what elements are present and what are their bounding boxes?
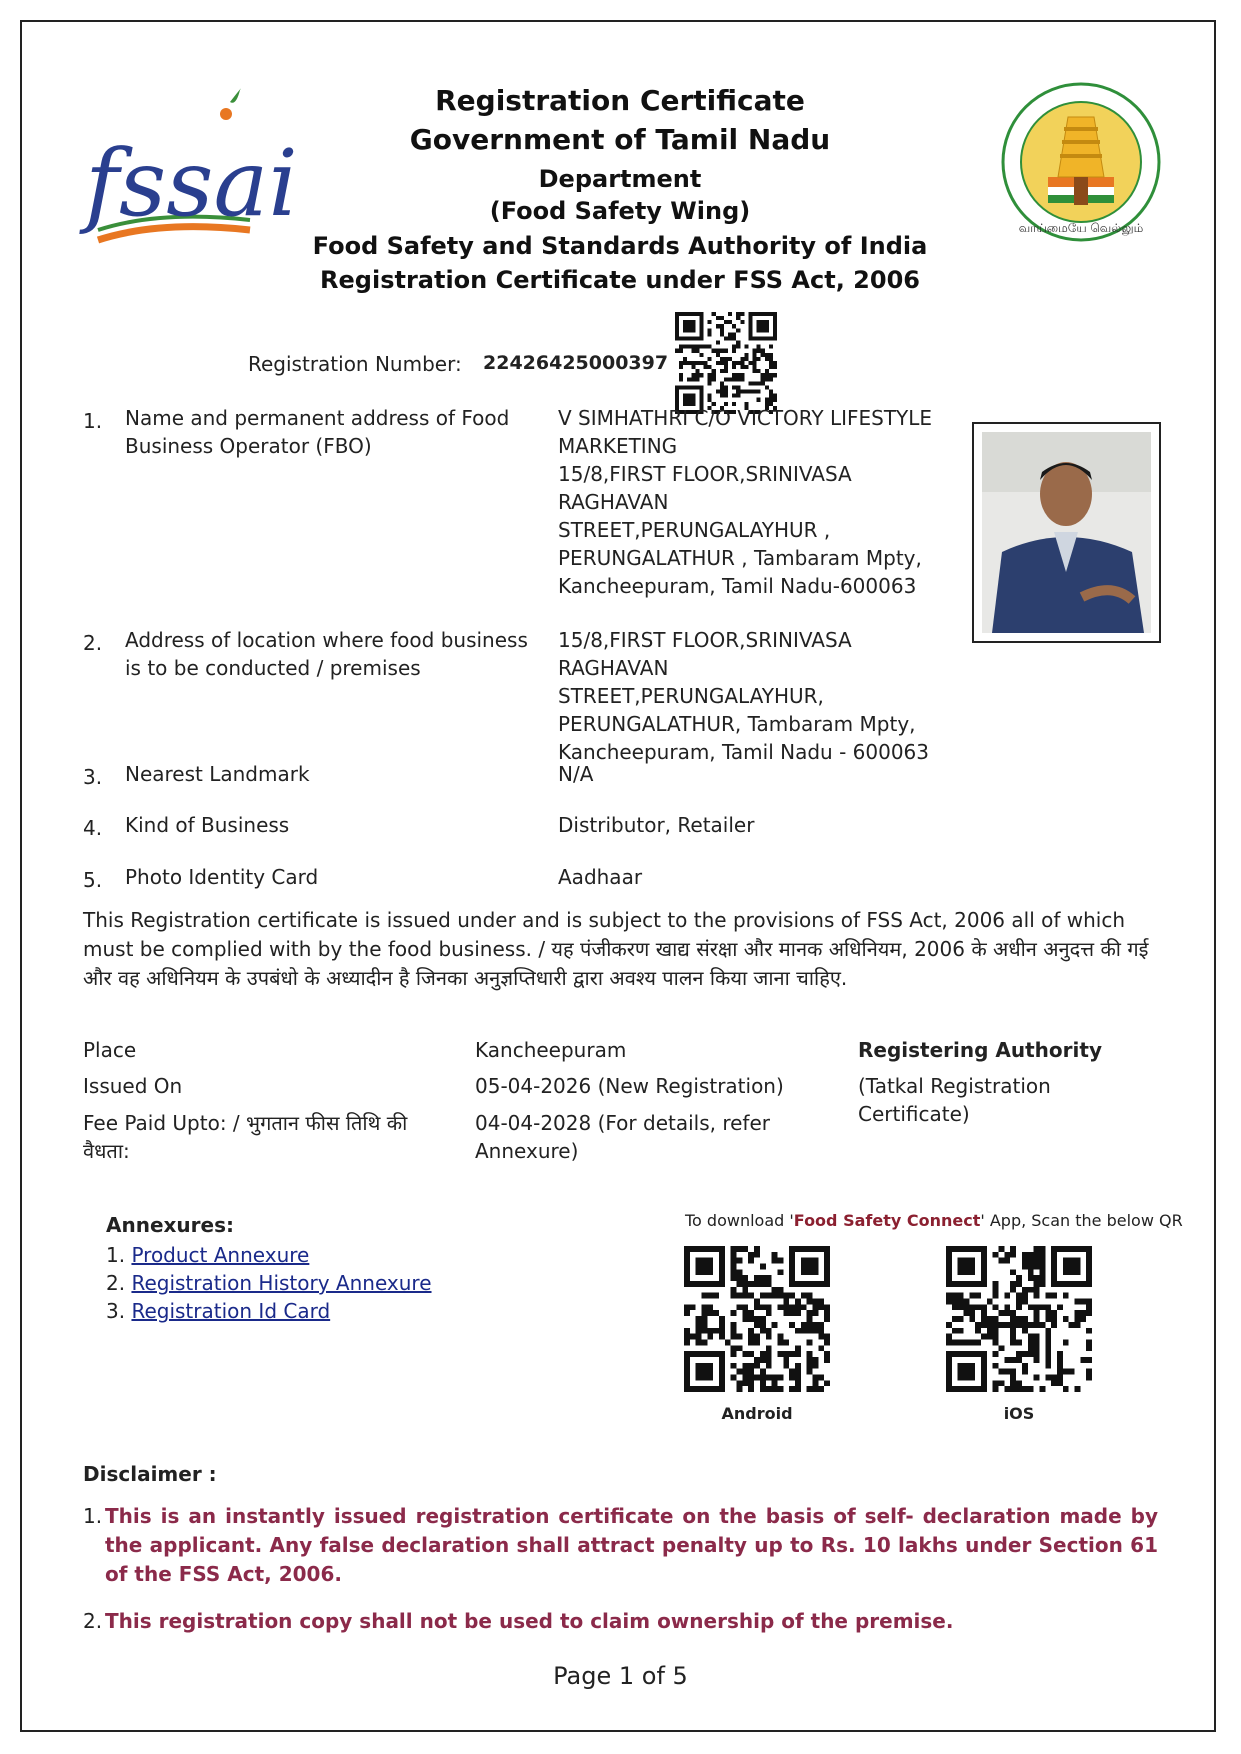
disclaimer-number: 1. [83,1504,103,1528]
download-prefix: To download ' [685,1211,794,1230]
issued-on-value: 05-04-2026 (New Registration) [475,1074,784,1098]
detail-label: Kind of Business [125,813,290,837]
detail-label: Address of location where food business is to be conducted / premises [125,628,528,680]
annexure-number: 2. [106,1271,126,1295]
authority-name: Food Safety and Standards Authority of India [312,232,928,260]
ios-app-qr-code[interactable] [946,1246,1092,1392]
disclaimer-text: This is an instantly issued registration certificate on the basis of self- declaration made by the applicant. Any false declaration shall attract penalty up to Rs. 10 lakhs under Section 61 of the FSS Act, 2006. [105,1504,1158,1586]
fbo-photo [982,432,1151,633]
fssai-logo-text: fssai [85,130,298,237]
value-line: PERUNGALATHUR , Tambaram Mpty, [558,546,922,570]
annexure-item [106,1297,432,1325]
tamil-nadu-emblem [998,82,1165,247]
detail-value: N/A [558,762,594,786]
disclaimer-text: This registration copy shall not be used to claim ownership of the premise. [105,1609,954,1633]
place-value: Kancheepuram [475,1038,627,1062]
issued-on-label: Issued On [83,1074,183,1098]
annexure-number: 3. [106,1299,126,1323]
value-line: STREET,PERUNGALAYHUR , [558,518,831,542]
detail-value [558,626,968,766]
disclaimer-number: 2. [83,1609,103,1633]
fbo-photo-frame [972,422,1161,643]
value-line: STREET,PERUNGALAYHUR, [558,684,824,708]
value-line: 15/8,FIRST FLOOR,SRINIVASA RAGHAVAN [558,628,852,680]
act-title: Registration Certificate under FSS Act, 2006 [320,266,920,294]
annexure-number: 1. [106,1243,126,1267]
registering-authority: Registering Authority [858,1038,1102,1062]
value-line: Kancheepuram, Tamil Nadu - 600063 [558,740,930,764]
page-number: Page 1 of 5 [553,1662,688,1690]
detail-label: Photo Identity Card [125,865,319,889]
detail-number: 1. [83,409,103,433]
place-label: Place [83,1038,137,1062]
value-line: 15/8,FIRST FLOOR,SRINIVASA RAGHAVAN [558,462,852,514]
fee-paid-label: Fee Paid Upto: / भुगतान फीस तिथि की वैधता: [83,1111,408,1163]
authority-note: (Tatkal Registration Certificate) [858,1074,1051,1126]
detail-label: Nearest Landmark [125,762,310,786]
android-label: Android [721,1404,793,1423]
fssai-logo [80,80,298,250]
value-line: Kancheepuram, Tamil Nadu-600063 [558,574,917,598]
annexures-title: Annexures: [106,1213,234,1237]
disclaimer-item-2 [83,1607,1158,1637]
annexures-list [106,1241,432,1325]
certificate-notice: This Registration certificate is issued under and is subject to the provisions of FSS Act, 2006 all of which must be complied with by the food business. / यह पंजीकरण खाद्य संरक्षा और मानक अधिनियम, 2006 के अधीन अनुदत्त की गई और वह अधिनियम के उपबंधो के अध्यादीन है जिनका अनुज्ञप्तिधारी द्वारा अवश्य पालन किया जाना चाहिए. [83,908,1149,990]
detail-number: 3. [83,765,103,789]
value-line: PERUNGALATHUR, Tambaram Mpty, [558,712,916,736]
detail-number: 4. [83,816,103,840]
registration-id-card-link[interactable]: Registration Id Card [131,1299,331,1323]
emblem-motto: வாய்மையே வெல்லும் [1018,221,1144,235]
certificate-title: Registration Certificate [435,84,805,117]
fee-paid-value: 04-04-2028 (For details, refer Annexure) [475,1111,770,1163]
disclaimer-item-1 [83,1502,1158,1592]
app-name: Food Safety Connect [793,1211,981,1230]
value-line: MARKETING [558,434,678,458]
registration-qr-code [675,312,777,414]
annexure-item [106,1241,432,1269]
annexure-item [106,1269,432,1297]
detail-value: Distributor, Retailer [558,813,755,837]
registration-number: 22426425000397 [483,352,669,374]
ios-label: iOS [1003,1404,1035,1423]
app-download-note [685,1211,1183,1230]
product-annexure-link[interactable]: Product Annexure [131,1243,310,1267]
wing: (Food Safety Wing) [489,197,751,225]
android-app-qr-code[interactable] [684,1246,830,1392]
detail-value [558,404,968,600]
detail-number: 5. [83,868,103,892]
detail-value: Aadhaar [558,865,643,889]
government-name: Government of Tamil Nadu [409,123,831,156]
department: Department [538,165,702,193]
download-suffix: ' App, Scan the below QR [980,1211,1183,1230]
detail-number: 2. [83,631,103,655]
disclaimer-title: Disclaimer : [83,1462,217,1486]
value-line: V SIMHATHRI C/O VICTORY LIFESTYLE [558,406,933,430]
detail-label: Name and permanent address of Food Business Operator (FBO) [125,406,510,458]
registration-history-annexure-link[interactable]: Registration History Annexure [131,1271,432,1295]
registration-number-label: Registration Number: [248,352,462,376]
